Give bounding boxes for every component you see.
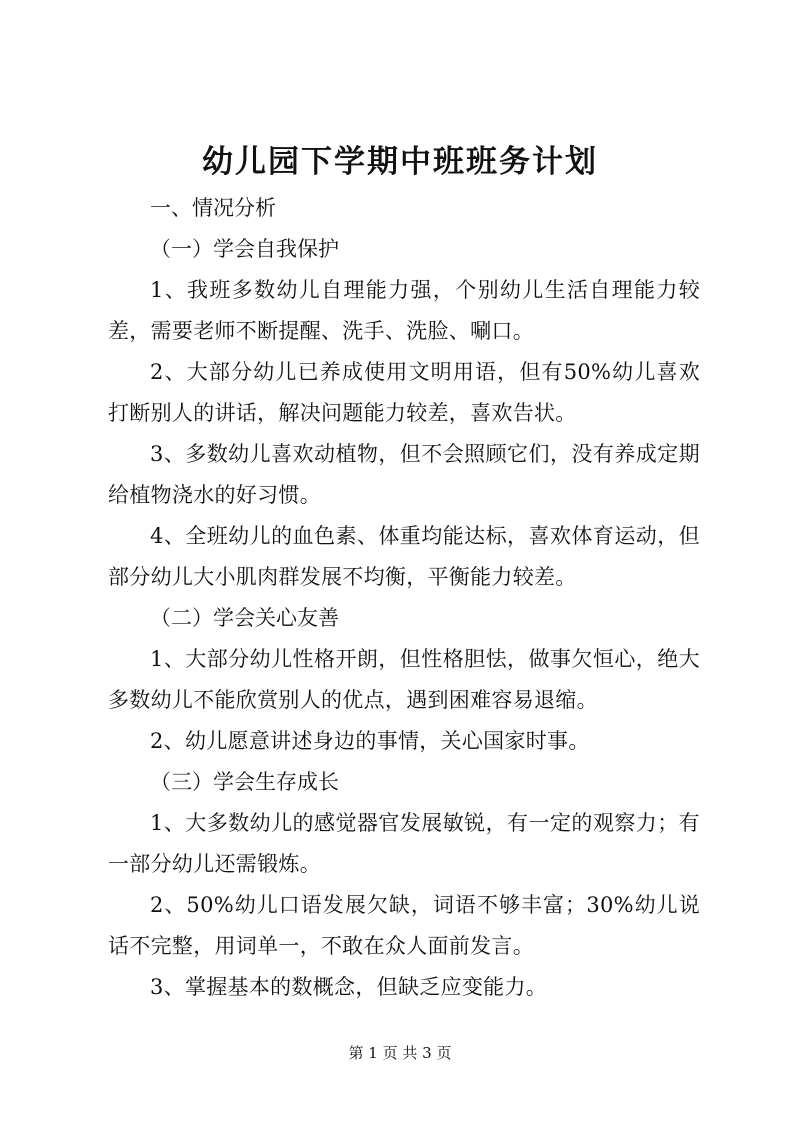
subsection-heading-caring-friendly: （二）学会关心友善 bbox=[150, 606, 339, 630]
paragraph-plants: 3、多数幼儿喜欢动植物，但不会照顾它们，没有养成定期给植物浇水的好习惯。 bbox=[108, 442, 700, 507]
page-number-footer: 第 1 页 共 3 页 bbox=[348, 1044, 452, 1062]
paragraph-current-events: 2、幼儿愿意讲述身边的事情，关心国家时事。 bbox=[150, 729, 590, 753]
section-heading-situation-analysis: 一、情况分析 bbox=[150, 196, 276, 220]
paragraph-number-concept: 3、掌握基本的数概念，但缺乏应变能力。 bbox=[150, 975, 548, 999]
paragraph-self-care: 1、我班多数幼儿自理能力强，个别幼儿生活自理能力较差，需要老师不断提醒、洗手、洗脸、唰口。 bbox=[108, 278, 700, 343]
subsection-heading-survival-growth: （三）学会生存成长 bbox=[150, 770, 339, 794]
subsection-heading-self-protection: （一）学会自我保护 bbox=[150, 237, 339, 261]
document-body bbox=[108, 188, 700, 1008]
paragraph-polite-language: 2、大部分幼儿已养成使用文明用语，但有50%幼儿喜欢打断别人的讲话，解决问题能力较差，喜欢告状。 bbox=[108, 360, 700, 425]
paragraph-oral-language: 2、50%幼儿口语发展欠缺，词语不够丰富；30%幼儿说话不完整，用词单一，不敢在众人面前发言。 bbox=[108, 893, 700, 958]
paragraph-personality: 1、大部分幼儿性格开朗，但性格胆怯，做事欠恒心，绝大多数幼儿不能欣赏别人的优点，遇到困难容易退缩。 bbox=[108, 647, 700, 712]
paragraph-sensory: 1、大多数幼儿的感觉器官发展敏锐，有一定的观察力；有一部分幼儿还需锻炼。 bbox=[108, 811, 700, 876]
paragraph-physical-health: 4、全班幼儿的血色素、体重均能达标，喜欢体育运动，但部分幼儿大小肌肉群发展不均衡，平衡能力较差。 bbox=[108, 524, 700, 589]
document-title: 幼儿园下学期中班班务计划 bbox=[202, 144, 598, 180]
